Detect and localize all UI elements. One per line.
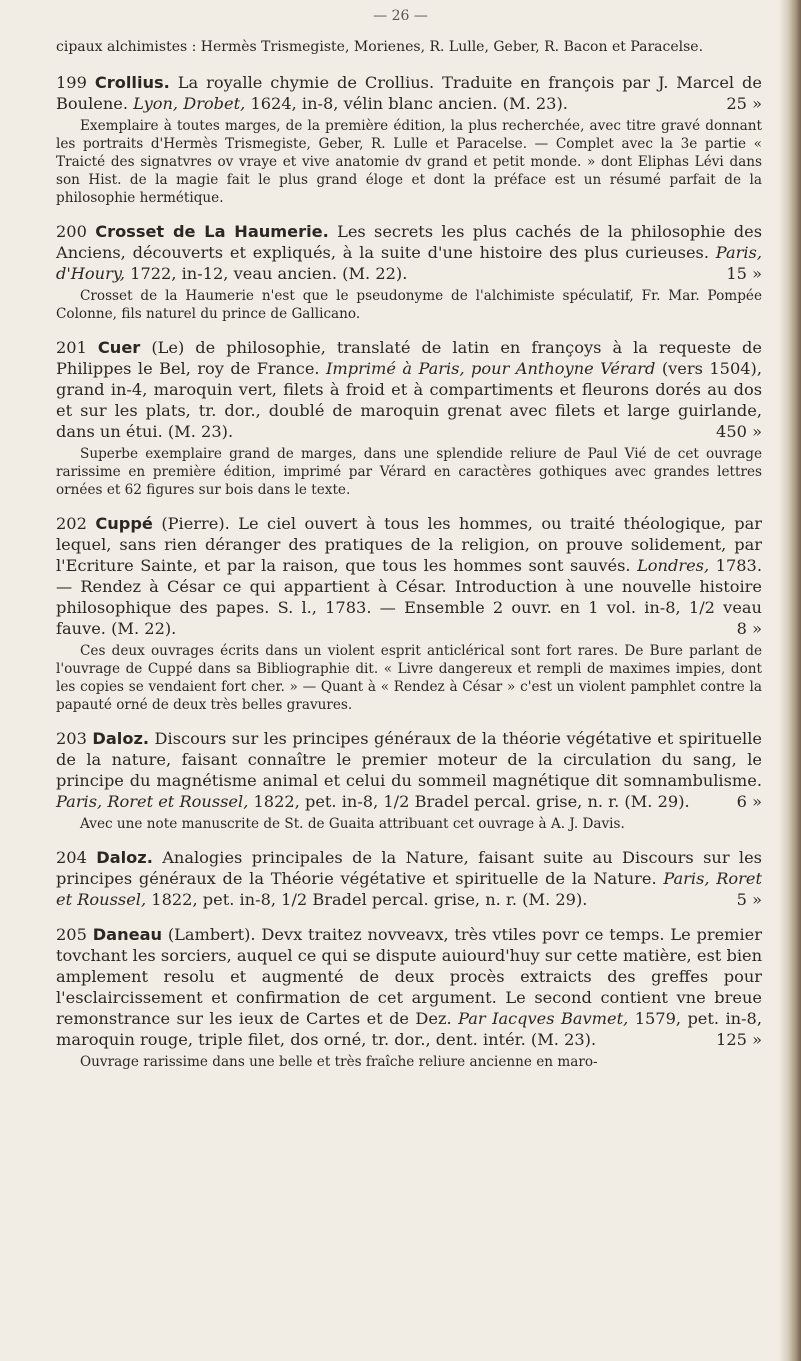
entry-imprint: Lyon, Drobet, xyxy=(133,94,246,113)
entry-imprint: Paris, Roret et Roussel, xyxy=(56,792,249,811)
entry-title: La royalle chymie de Crollius. Traduite en françois par J. Marcel de Boulene. xyxy=(56,73,762,113)
entry-title: (Le) de philosophie, translaté de latin en françoys à la requeste de Philippes le Bel, roy de France. xyxy=(56,338,762,378)
entry-author: Daloz. xyxy=(92,729,150,748)
entry-title: (Lambert). Devx traitez novveavx, très vtiles povr ce temps. Le premier tovchant les sorciers, auquel ce qui se dispute auiourd'huy sur cette matière, est bien amplement resolu et augmenté de deux procès extraicts des greffes pour l'esclaircissement et confirmation de cet argument. Le second contient vne breue remonstrance sur les ieux de Cartes et de Dez. xyxy=(56,925,762,1028)
page-number: — 26 — xyxy=(373,8,428,24)
entry-note: Exemplaire à toutes marges, de la première édition, la plus recherchée, avec titre gravé donnant les portraits d'Hermès Trismegiste, Geber, R. Lulle et Paracelse. — Complet avec la 3e partie « Traicté des signatvres ov vraye et vive anatomie dv grand et petit monde. » dont Eliphas Lévi dans son Hist. de la magie fait le plus grand éloge et dont la préface est un résumé parfait de la philosophie hermétique. xyxy=(56,118,762,206)
continued-text: cipaux alchimistes : Hermès Trismegiste, Morienes, R. Lulle, Geber, R. Bacon et Paracelse. xyxy=(56,39,704,55)
entry-details: 1783. — Rendez à César ce qui appartient à César. Introduction à une nouvelle histoire philosophique des papes. S. l., 1783. — Ensemble 2 ouvr. en 1 vol. in-8, 1/2 veau fauve. (M. 22). xyxy=(56,556,762,638)
entry-note: Crosset de la Haumerie n'est que le pseudonyme de l'alchimiste spéculatif, Fr. Mar. Pompée Colonne, fils naturel du prince de Gallicano. xyxy=(56,288,762,322)
entry-list xyxy=(56,72,762,1071)
entry-details: 1624, in-8, vélin blanc ancien. (M. 23). xyxy=(250,94,568,113)
entry-title: Les secrets les plus cachés de la philosophie des Anciens, découverts et expliqués, à la suite d'une histoire des plus curieuses. xyxy=(56,222,762,262)
entry-author: Cuer xyxy=(97,338,141,357)
entry-note: Ouvrage rarissime dans une belle et très fraîche reliure ancienne en maro- xyxy=(80,1054,598,1070)
entry-details: 1822, pet. in-8, 1/2 Bradel percal. grise, n. r. (M. 29). xyxy=(151,890,588,909)
catalogue-entry xyxy=(56,728,762,812)
entry-imprint: Paris, Roret et Roussel, xyxy=(56,869,763,909)
entry-author: Daneau xyxy=(92,925,163,944)
entry-price: 5 » xyxy=(736,890,762,909)
entry-imprint: Par Iacqves Bavmet, xyxy=(458,1009,629,1028)
entry-author: Crosset de La Haumerie. xyxy=(95,222,329,241)
entry-price: 6 » xyxy=(736,792,762,811)
catalogue-entry xyxy=(56,72,762,114)
entry-imprint: Imprimé à Paris, pour Anthoyne Vérard xyxy=(326,359,656,378)
entry-title: Discours sur les principes généraux de la théorie végétative et spirituelle de la nature, faisant connaître le premier moteur de la circulation du sang, le principe du magnétisme animal et celui du sommeil magnétique dit somnambulisme. xyxy=(56,729,762,790)
page-edge-shadow xyxy=(779,0,801,1361)
entry-details: (vers 1504), grand in-4, maroquin vert, filets à froid et à compartiments et fleurons dorés au dos et sur les plats, tr. dor., doublé de maroquin grenat avec filets et large guirlande, dans un étui. (M. 23). xyxy=(56,359,763,441)
entry-number: 199 xyxy=(56,73,87,92)
entry-price: 450 » xyxy=(716,422,762,441)
page-content xyxy=(56,38,762,1071)
entry-price: 125 » xyxy=(716,1030,762,1049)
entry-number: 204 xyxy=(56,848,87,867)
entry-details: 1822, pet. in-8, 1/2 Bradel percal. grise, n. r. (M. 29). xyxy=(253,792,690,811)
entry-number: 202 xyxy=(56,514,87,533)
entry-title: Analogies principales de la Nature, faisant suite au Discours sur les principes généraux de la Théorie végétative et spirituelle de la Nature. xyxy=(56,848,762,888)
entry-imprint: Paris, d'Houry, xyxy=(56,243,762,283)
entry-author: Daloz. xyxy=(96,848,153,867)
catalogue-entry xyxy=(56,513,762,639)
entry-note: Ces deux ouvrages écrits dans un violent esprit anticlérical sont fort rares. De Bure parlant de l'ouvrage de Cuppé dans sa Bibliographie dit. « Livre dangereux et rempli de maximes impies, dont les copies se vendaient fort cher. » — Quant à « Rendez à César » c'est un violent pamphlet contre la papauté orné de deux très belles gravures. xyxy=(56,643,762,713)
entry-note: Avec une note manuscrite de St. de Guaita attribuant cet ouvrage à A. J. Davis. xyxy=(80,816,625,832)
catalogue-entry xyxy=(56,924,762,1050)
entry-author: Crollius. xyxy=(94,73,170,92)
entry-number: 200 xyxy=(56,222,87,241)
entry-number: 205 xyxy=(56,925,87,944)
catalogue-entry xyxy=(56,221,762,284)
entry-details: 1722, in-12, veau ancien. (M. 22). xyxy=(130,264,408,283)
entry-imprint: Londres, xyxy=(637,556,710,575)
entry-price: 15 » xyxy=(726,264,762,283)
entry-price: 8 » xyxy=(736,619,762,638)
entry-number: 203 xyxy=(56,729,87,748)
catalogue-entry xyxy=(56,337,762,442)
entry-note: Superbe exemplaire grand de marges, dans une splendide reliure de Paul Vié de cet ouvrage rarissime en première édition, imprimé par Vérard en caractères gothiques avec grandes lettres ornées et 62 figures sur bois dans le texte. xyxy=(56,446,762,498)
entry-number: 201 xyxy=(56,338,87,357)
entry-price: 25 » xyxy=(726,94,762,113)
entry-details: 1579, pet. in-8, maroquin rouge, triple filet, dos orné, tr. dor., dent. intér. (M. 23). xyxy=(56,1009,762,1049)
catalogue-entry xyxy=(56,847,762,910)
entry-author: Cuppé xyxy=(95,514,153,533)
entry-title: (Pierre). Le ciel ouvert à tous les hommes, ou traité théologique, par lequel, sans rien déranger des pratiques de la religion, on prouve solidement, par l'Ecriture Sainte, et par la raison, que tous les hommes sont sauvés. xyxy=(56,514,762,575)
